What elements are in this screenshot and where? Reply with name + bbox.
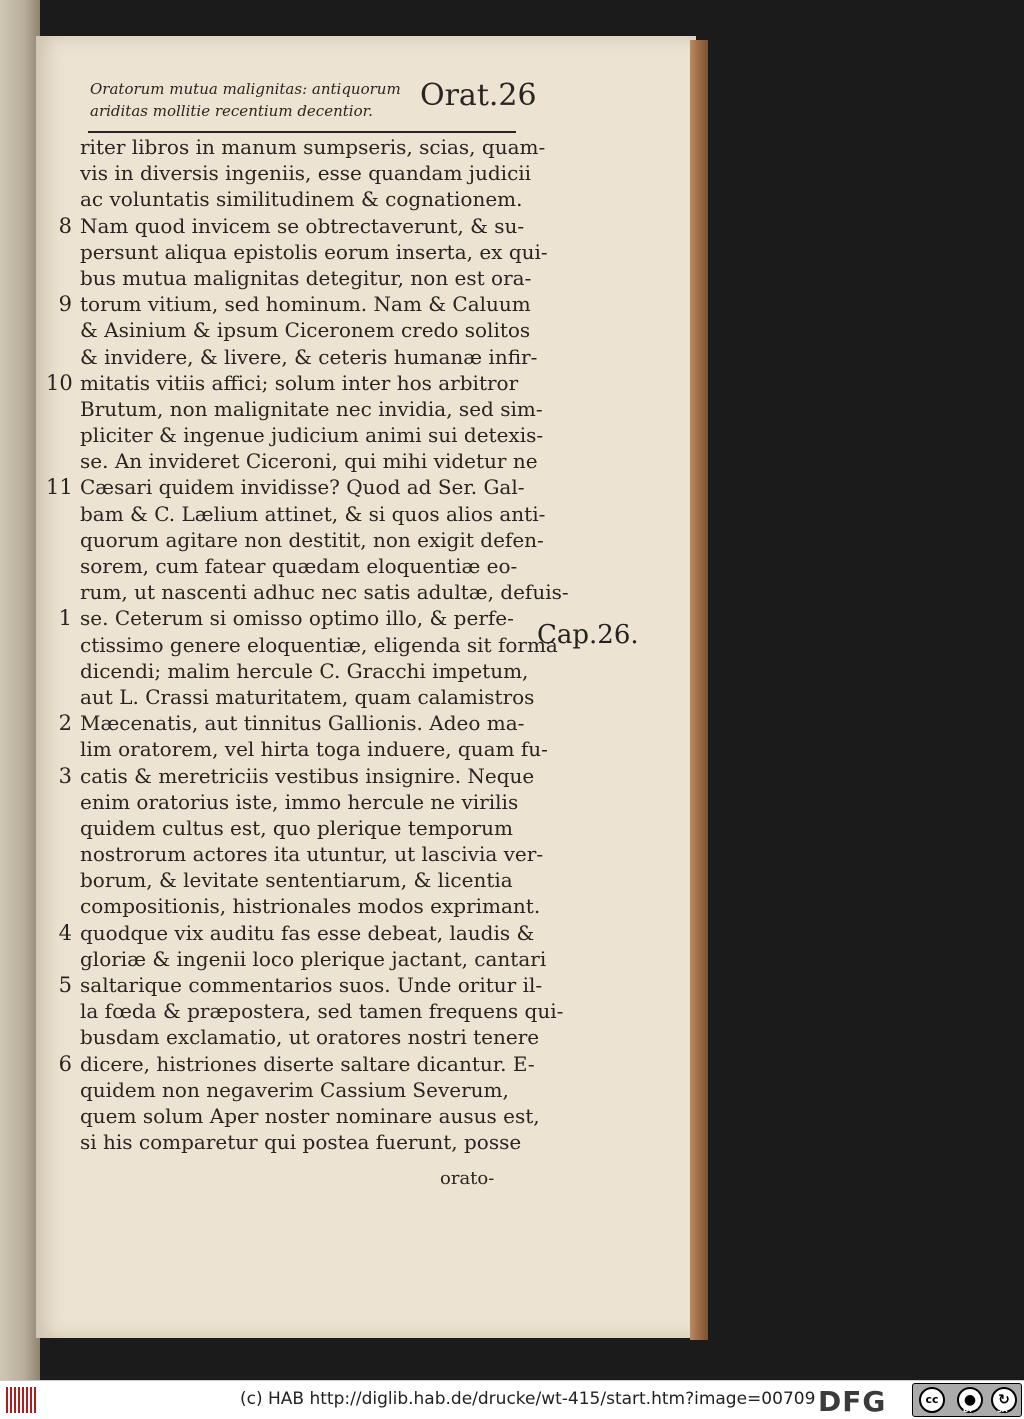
text-line <box>58 291 531 317</box>
line-text: pliciter & ingenue judicium animi sui detexis- <box>80 423 544 448</box>
text-line <box>78 527 544 553</box>
line-text: busdam exclamatio, ut oratores nostri tenere <box>80 1025 540 1050</box>
text-line <box>78 134 546 160</box>
text-line <box>78 1103 540 1129</box>
paragraph-number: 6 <box>58 1051 72 1076</box>
line-text: se. An invideret Ciceroni, qui mihi videtur ne <box>80 449 538 474</box>
line-text: Cæsari quidem invidisse? Quod ad Ser. Gal- <box>80 475 525 500</box>
line-text: dicendi; malim hercule C. Gracchi impetum, <box>80 658 529 683</box>
license-sa-label: SA <box>997 1406 1008 1414</box>
text-line <box>78 579 569 605</box>
license-by-label: BY <box>963 1406 974 1414</box>
text-line <box>58 213 525 239</box>
running-title-line-1: Oratorum mutua malignitas: antiquorum <box>90 80 401 98</box>
header-rule <box>88 131 516 133</box>
paragraph-number: 2 <box>58 711 72 736</box>
line-text: compositionis, histrionales modos exprimant. <box>80 894 541 919</box>
text-line <box>78 501 546 527</box>
text-line <box>58 920 535 946</box>
text-line <box>78 867 518 893</box>
section-label: Orat.26 <box>420 78 537 113</box>
attribution-icon: ● <box>957 1387 983 1413</box>
catchword: orato- <box>440 1168 495 1189</box>
text-line <box>78 265 532 291</box>
line-text: Nam quod invicem se obtrectaverunt, & su- <box>80 213 525 238</box>
text-line <box>78 658 529 684</box>
line-text: si his comparetur qui postea fuerunt, posse <box>80 1130 522 1155</box>
line-text: & invidere, & livere, & ceteris humanæ infir- <box>80 344 538 369</box>
line-text: mitatis vitiis affici; solum inter hos arbitror <box>80 370 519 395</box>
text-line <box>46 370 519 396</box>
footer-bar <box>0 1380 1024 1419</box>
text-line <box>78 317 531 343</box>
text-line <box>78 815 518 841</box>
paragraph-number: 4 <box>58 920 72 945</box>
line-text: quem solum Aper noster nominare ausus est, <box>80 1103 540 1128</box>
paragraph-number: 10 <box>46 370 73 395</box>
text-line <box>78 448 538 474</box>
license-badge[interactable] <box>912 1383 1022 1417</box>
text-line <box>78 946 547 972</box>
line-text: rum, ut nascenti adhuc nec satis adultæ, defuis- <box>80 580 569 605</box>
page-fore-edge <box>690 40 708 1340</box>
line-text: se. Ceterum si omisso optimo illo, & perfe- <box>80 606 514 631</box>
barcode-icon <box>6 1387 40 1413</box>
line-text: quodque vix auditu fas esse debeat, laudis & <box>80 920 535 945</box>
text-line <box>78 553 518 579</box>
line-text: enim oratorius iste, immo hercule ne virilis <box>80 789 519 814</box>
line-text: quidem non negaverim Cassium Severum, <box>80 1077 509 1102</box>
text-line <box>58 1051 535 1077</box>
text-line <box>78 396 543 422</box>
line-text: nostrorum actores ita utuntur, ut lascivia ver- <box>80 842 544 867</box>
line-text: riter libros in manum sumpseris, scias, quam- <box>80 135 546 159</box>
line-text: torum vitium, sed hominum. Nam & Caluum <box>80 292 531 317</box>
line-text: gloriæ & ingenii loco plerique jactant, cantari <box>80 946 547 971</box>
paragraph-number: 1 <box>58 606 72 631</box>
text-line <box>58 972 543 998</box>
line-text: borum, & levitate sententiarum, & licentia <box>80 868 513 893</box>
running-title-line-2: ariditas mollitie recentium decentior. <box>90 102 373 120</box>
line-text: la fœda & præpostera, sed tamen frequens qui- <box>80 999 564 1024</box>
line-text: quidem cultus est, quo plerique temporum <box>80 815 513 840</box>
paragraph-number: 11 <box>46 475 73 500</box>
paragraph-number: 5 <box>58 973 72 997</box>
text-line <box>78 1129 522 1155</box>
text-line <box>78 684 535 710</box>
cc-icon: cc <box>919 1387 945 1413</box>
line-text: saltarique commentarios suos. Unde oritur il- <box>80 973 543 997</box>
line-text: bam & C. Lælium attinet, & si quos alios anti- <box>80 501 546 526</box>
line-text: lim oratorem, vel hirta toga induere, quam fu- <box>80 737 548 762</box>
line-text: ac voluntatis similitudinem & cognationem. <box>80 187 523 212</box>
text-line <box>78 1024 540 1050</box>
text-line <box>78 160 532 186</box>
text-line <box>78 736 548 762</box>
text-line <box>78 893 541 919</box>
line-text: vis in diversis ingeniis, esse quandam judicii <box>80 161 532 186</box>
line-text: dicere, histriones diserte saltare dicantur. E- <box>80 1051 535 1076</box>
page-header <box>90 78 537 134</box>
line-text: sorem, cum fatear quædam eloquentiæ eo- <box>80 554 518 578</box>
margin-note: Cap.26. <box>537 620 639 650</box>
paragraph-number: 8 <box>58 213 72 238</box>
running-title <box>90 78 430 122</box>
line-text: & Asinium & ipsum Ciceronem credo solitos <box>80 318 531 343</box>
text-line <box>78 422 544 448</box>
text-line <box>78 841 544 867</box>
line-text: persunt aliqua epistolis eorum inserta, ex qui- <box>80 239 548 264</box>
line-text: Brutum, non malignitate nec invidia, sed sim- <box>80 396 543 421</box>
share-alike-icon: ↻ <box>991 1387 1017 1413</box>
line-text: catis & meretriciis vestibus insignire. Neque <box>80 763 535 788</box>
text-line <box>78 789 518 815</box>
paragraph-number: 9 <box>58 292 72 317</box>
text-line <box>78 239 548 265</box>
line-text: Mæcenatis, aut tinnitus Gallionis. Adeo ma- <box>80 711 525 736</box>
source-link[interactable]: (c) HAB http://diglib.hab.de/drucke/wt-415/start.htm?image=00709 <box>240 1389 816 1409</box>
text-line <box>78 186 523 212</box>
text-line <box>46 474 525 500</box>
paragraph-number: 3 <box>58 763 72 788</box>
text-line <box>78 998 564 1024</box>
text-line <box>58 710 525 736</box>
body-text <box>46 134 569 1155</box>
line-text: quorum agitare non destitit, non exigit defen- <box>80 527 544 552</box>
text-line <box>78 632 558 658</box>
line-text: bus mutua malignitas detegitur, non est ora- <box>80 265 532 290</box>
text-line <box>58 605 518 631</box>
text-line <box>78 344 538 370</box>
text-line <box>78 1077 518 1103</box>
dfg-logo: DFG <box>818 1385 887 1418</box>
text-line <box>58 763 535 789</box>
line-text: ctissimo genere eloquentiæ, eligenda sit forma <box>80 632 558 657</box>
line-text: aut L. Crassi maturitatem, quam calamistros <box>80 684 535 709</box>
left-page-edge <box>0 0 40 1380</box>
